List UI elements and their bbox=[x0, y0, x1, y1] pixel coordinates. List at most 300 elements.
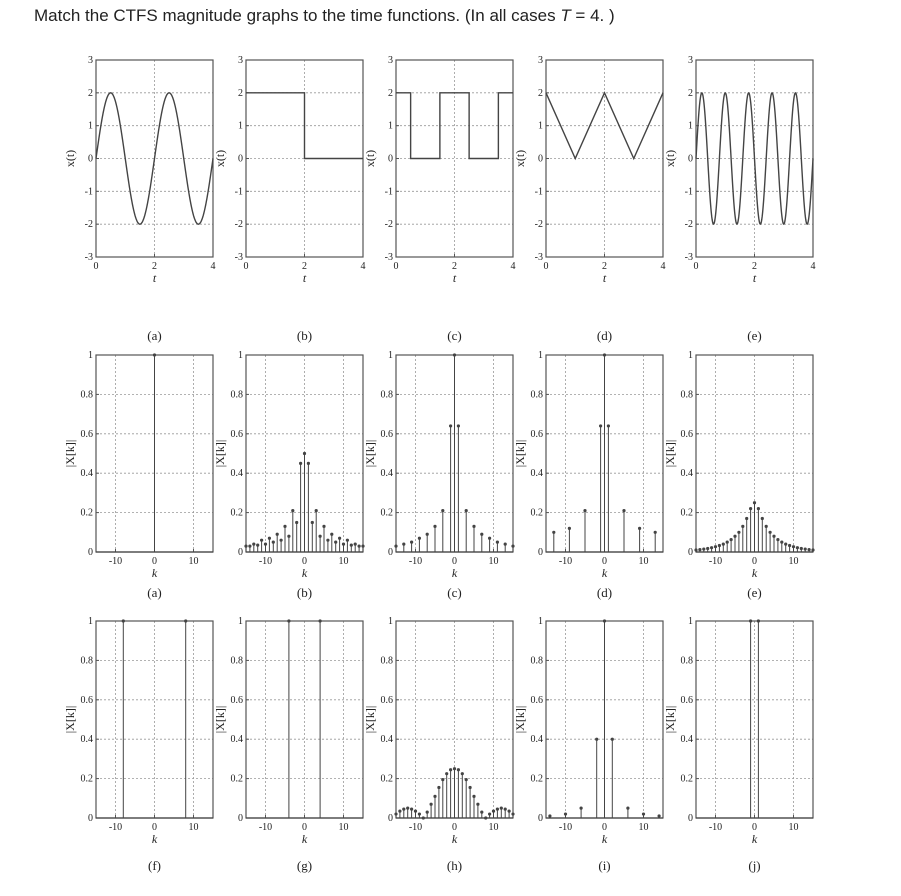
x-axis-label: t bbox=[602, 271, 607, 285]
stem-marker bbox=[488, 537, 491, 540]
panel-caption: (j) bbox=[748, 858, 761, 873]
y-tick-label: 0 bbox=[238, 547, 243, 558]
stem-marker bbox=[511, 812, 514, 815]
x-tick-label: 0 bbox=[602, 556, 607, 567]
y-tick-label: 0.8 bbox=[530, 655, 543, 667]
y-tick-label: -2 bbox=[234, 219, 243, 231]
stem-marker bbox=[437, 786, 440, 789]
y-tick-label: 2 bbox=[238, 87, 243, 99]
y-axis-label: |X[k]| bbox=[363, 705, 377, 734]
x-axis-label: t bbox=[452, 271, 457, 285]
x-axis-label: t bbox=[302, 271, 307, 285]
stem-marker bbox=[730, 538, 733, 541]
y-tick-label: 1 bbox=[388, 616, 393, 627]
x-tick-label: -10 bbox=[258, 556, 273, 567]
stem-marker bbox=[784, 543, 787, 546]
stem-marker bbox=[311, 521, 314, 524]
stem-marker bbox=[461, 772, 464, 775]
stem-marker bbox=[749, 507, 752, 510]
stem-marker bbox=[622, 509, 625, 512]
stem-marker bbox=[354, 543, 357, 546]
y-tick-label: 0.6 bbox=[380, 694, 393, 706]
stem-marker bbox=[410, 541, 413, 544]
chart-panel-2-4 bbox=[663, 616, 813, 873]
y-axis-label: x(t) bbox=[63, 149, 77, 168]
x-axis-label: k bbox=[151, 566, 158, 580]
chart-panel-1-4 bbox=[663, 350, 815, 600]
panel-caption: (a) bbox=[147, 328, 162, 343]
y-axis-label: x(t) bbox=[363, 149, 377, 168]
stem-marker bbox=[804, 547, 807, 550]
x-tick-label: 10 bbox=[338, 822, 349, 833]
stem-marker bbox=[465, 509, 468, 512]
stem-marker bbox=[811, 548, 814, 551]
panel-caption: (i) bbox=[598, 858, 611, 873]
stem-marker bbox=[472, 795, 475, 798]
stem-marker bbox=[322, 525, 325, 528]
y-tick-label: 0.2 bbox=[530, 507, 543, 519]
y-tick-label: 1 bbox=[688, 350, 693, 361]
chart-panel-1-2 bbox=[363, 350, 515, 600]
x-tick-label: 2 bbox=[152, 261, 157, 272]
stem-marker bbox=[441, 509, 444, 512]
stem-marker bbox=[658, 814, 661, 817]
stem-marker bbox=[398, 810, 401, 813]
chart-panel-2-2 bbox=[363, 616, 515, 873]
x-tick-label: 0 bbox=[302, 822, 307, 833]
y-tick-label: 0 bbox=[538, 547, 543, 558]
stem-marker bbox=[599, 424, 602, 427]
y-tick-label: 0 bbox=[88, 547, 93, 558]
y-tick-label: 0 bbox=[88, 813, 93, 824]
panel-caption: (c) bbox=[447, 328, 462, 343]
y-tick-label: 0.4 bbox=[380, 468, 393, 480]
stem-marker bbox=[449, 424, 452, 427]
stem-marker bbox=[741, 525, 744, 528]
x-tick-label: 2 bbox=[752, 261, 757, 272]
y-tick-label: -3 bbox=[684, 252, 693, 263]
panel-caption: (b) bbox=[296, 328, 313, 343]
stem-marker bbox=[638, 527, 641, 530]
y-tick-label: 1 bbox=[688, 616, 693, 627]
panel-caption: (f) bbox=[148, 858, 161, 873]
stem-marker bbox=[449, 768, 452, 771]
x-axis-label: k bbox=[451, 566, 458, 580]
stem-marker bbox=[757, 507, 760, 510]
chart-panel-0-1 bbox=[210, 55, 366, 343]
x-axis-label: k bbox=[451, 832, 458, 846]
y-tick-label: 1 bbox=[88, 120, 93, 132]
stem-marker bbox=[291, 509, 294, 512]
stem-marker bbox=[457, 768, 460, 771]
x-tick-label: 10 bbox=[638, 822, 649, 833]
y-tick-label: 0.8 bbox=[80, 655, 93, 667]
stem-marker bbox=[299, 462, 302, 465]
panel-caption: (a) bbox=[147, 585, 162, 600]
panel-caption: (d) bbox=[596, 328, 613, 343]
stem-marker bbox=[792, 545, 795, 548]
y-tick-label: 1 bbox=[538, 350, 543, 361]
y-tick-label: 2 bbox=[688, 87, 693, 99]
stem-marker bbox=[330, 533, 333, 536]
stem-marker bbox=[706, 547, 709, 550]
x-axis-label: k bbox=[751, 566, 758, 580]
stem-marker bbox=[694, 548, 697, 551]
y-tick-label: -1 bbox=[384, 186, 393, 198]
panel-caption: (g) bbox=[296, 858, 313, 873]
stem-marker bbox=[504, 808, 507, 811]
y-axis-label: |X[k]| bbox=[63, 439, 77, 468]
y-tick-label: 0 bbox=[88, 153, 93, 165]
stem-marker bbox=[272, 541, 275, 544]
stem-marker bbox=[418, 537, 421, 540]
stem-marker bbox=[765, 525, 768, 528]
x-tick-label: 0 bbox=[752, 556, 757, 567]
stem-marker bbox=[607, 424, 610, 427]
y-tick-label: 0.2 bbox=[380, 773, 393, 785]
stem-marker bbox=[394, 544, 397, 547]
y-tick-label: 0.8 bbox=[230, 655, 243, 667]
stem-marker bbox=[496, 808, 499, 811]
x-tick-label: 0 bbox=[93, 261, 99, 272]
y-tick-label: 0.8 bbox=[380, 655, 393, 667]
y-tick-label: 0.2 bbox=[680, 773, 693, 785]
chart-panel-0-3 bbox=[510, 55, 666, 343]
stem-marker bbox=[761, 517, 764, 520]
stem-marker bbox=[654, 531, 657, 534]
stem-marker bbox=[268, 537, 271, 540]
stem-marker bbox=[280, 539, 283, 542]
y-tick-label: 0.8 bbox=[680, 655, 693, 667]
y-tick-label: 0 bbox=[388, 153, 393, 165]
y-tick-label: 0.8 bbox=[230, 389, 243, 401]
stem-marker bbox=[642, 812, 645, 815]
y-tick-label: 0 bbox=[688, 547, 693, 558]
y-tick-label: -2 bbox=[684, 219, 693, 231]
stem-marker bbox=[342, 543, 345, 546]
stem-marker bbox=[580, 807, 583, 810]
stem-marker bbox=[319, 535, 322, 538]
stem-marker bbox=[465, 778, 468, 781]
stem-marker bbox=[256, 544, 259, 547]
x-tick-label: 10 bbox=[788, 822, 799, 833]
y-tick-label: -1 bbox=[234, 186, 243, 198]
y-tick-label: 2 bbox=[388, 87, 393, 99]
stem-marker bbox=[426, 810, 429, 813]
x-tick-label: 0 bbox=[452, 556, 457, 567]
stem-marker bbox=[418, 812, 421, 815]
stem-marker bbox=[583, 509, 586, 512]
chart-panel-0-2 bbox=[360, 55, 516, 343]
stem-marker bbox=[426, 533, 429, 536]
x-tick-label: 0 bbox=[452, 822, 457, 833]
y-tick-label: -1 bbox=[84, 186, 93, 198]
x-tick-label: 10 bbox=[338, 556, 349, 567]
stem-marker bbox=[749, 619, 752, 622]
stem-marker bbox=[287, 535, 290, 538]
stem-marker bbox=[469, 786, 472, 789]
y-tick-label: 1 bbox=[538, 120, 543, 132]
y-tick-label: 1 bbox=[538, 616, 543, 627]
y-tick-label: 0.4 bbox=[80, 468, 93, 480]
stem-marker bbox=[603, 353, 606, 356]
chart-panel-1-3 bbox=[513, 350, 663, 600]
x-axis-label: k bbox=[301, 832, 308, 846]
chart-panel-2-0 bbox=[63, 616, 213, 873]
y-tick-label: -3 bbox=[84, 252, 93, 263]
stem-marker bbox=[410, 808, 413, 811]
y-tick-label: 0.4 bbox=[80, 734, 93, 746]
y-tick-label: 0.4 bbox=[530, 468, 543, 480]
stem-marker bbox=[406, 807, 409, 810]
stem-marker bbox=[445, 772, 448, 775]
y-tick-label: 0 bbox=[238, 153, 243, 165]
panel-caption: (d) bbox=[596, 585, 613, 600]
y-tick-label: 0 bbox=[388, 813, 393, 824]
stem-marker bbox=[338, 537, 341, 540]
stem-marker bbox=[457, 424, 460, 427]
y-axis-label: x(t) bbox=[513, 149, 527, 168]
y-tick-label: 0.6 bbox=[80, 694, 93, 706]
y-tick-label: -1 bbox=[534, 186, 543, 198]
panel-caption: (h) bbox=[446, 858, 463, 873]
stem-marker bbox=[722, 543, 725, 546]
stem-marker bbox=[564, 812, 567, 815]
stem-marker bbox=[548, 814, 551, 817]
stem-marker bbox=[496, 541, 499, 544]
stem-marker bbox=[307, 462, 310, 465]
y-axis-label: x(t) bbox=[213, 149, 227, 168]
stem-marker bbox=[248, 544, 251, 547]
stem-marker bbox=[492, 810, 495, 813]
stem-marker bbox=[611, 738, 614, 741]
stem-marker bbox=[184, 619, 187, 622]
y-tick-label: 0.4 bbox=[530, 734, 543, 746]
y-tick-label: -3 bbox=[384, 252, 393, 263]
y-tick-label: -2 bbox=[84, 219, 93, 231]
stem-marker bbox=[504, 543, 507, 546]
x-tick-label: 4 bbox=[660, 261, 666, 272]
panel-caption: (b) bbox=[296, 585, 313, 600]
y-tick-label: 0 bbox=[688, 153, 693, 165]
stem-marker bbox=[508, 810, 511, 813]
stem-marker bbox=[122, 619, 125, 622]
y-tick-label: 1 bbox=[238, 616, 243, 627]
y-tick-label: 0.6 bbox=[680, 694, 693, 706]
y-tick-label: 0.2 bbox=[530, 773, 543, 785]
x-tick-label: 10 bbox=[188, 822, 199, 833]
x-axis-label: k bbox=[301, 566, 308, 580]
y-axis-label: x(t) bbox=[663, 149, 677, 168]
x-tick-label: 0 bbox=[602, 822, 607, 833]
stem-marker bbox=[603, 619, 606, 622]
y-axis-label: |X[k]| bbox=[363, 439, 377, 468]
stem-marker bbox=[453, 767, 456, 770]
stem-marker bbox=[568, 527, 571, 530]
y-axis-label: |X[k]| bbox=[513, 705, 527, 734]
stem-marker bbox=[476, 803, 479, 806]
y-axis-label: |X[k]| bbox=[213, 439, 227, 468]
y-tick-label: 0.6 bbox=[680, 428, 693, 440]
y-tick-label: -3 bbox=[234, 252, 243, 263]
stem-marker bbox=[394, 812, 397, 815]
y-tick-label: 0.4 bbox=[680, 734, 693, 746]
y-axis-label: |X[k]| bbox=[213, 705, 227, 734]
stem-marker bbox=[500, 807, 503, 810]
x-tick-label: 0 bbox=[302, 556, 307, 567]
question-prefix: Match the CTFS magnitude graphs to the time functions. (In all cases bbox=[34, 6, 561, 25]
y-tick-label: 0 bbox=[538, 813, 543, 824]
y-tick-label: 1 bbox=[88, 616, 93, 627]
stem-marker bbox=[796, 546, 799, 549]
y-tick-label: -1 bbox=[684, 186, 693, 198]
x-tick-label: -10 bbox=[708, 822, 723, 833]
y-tick-label: 0.2 bbox=[230, 507, 243, 519]
panel-caption: (c) bbox=[447, 585, 462, 600]
y-tick-label: 0.6 bbox=[530, 428, 543, 440]
stem-marker bbox=[753, 501, 756, 504]
stem-marker bbox=[702, 547, 705, 550]
stem-marker bbox=[472, 525, 475, 528]
x-axis-label: t bbox=[152, 271, 157, 285]
y-tick-label: 0.8 bbox=[380, 389, 393, 401]
stem-marker bbox=[315, 509, 318, 512]
y-tick-label: -2 bbox=[384, 219, 393, 231]
stem-marker bbox=[430, 803, 433, 806]
x-tick-label: 4 bbox=[210, 261, 216, 272]
x-tick-label: 2 bbox=[452, 261, 457, 272]
stem-marker bbox=[319, 619, 322, 622]
x-tick-label: -10 bbox=[408, 556, 423, 567]
y-tick-label: 1 bbox=[388, 120, 393, 132]
y-tick-label: 1 bbox=[238, 120, 243, 132]
y-axis-label: |X[k]| bbox=[663, 439, 677, 468]
y-tick-label: 2 bbox=[538, 87, 543, 99]
chart-panel-1-0 bbox=[63, 350, 213, 600]
stem-marker bbox=[361, 544, 364, 547]
y-tick-label: 3 bbox=[538, 55, 543, 66]
stem-marker bbox=[153, 353, 156, 356]
stem-marker bbox=[780, 541, 783, 544]
stem-marker bbox=[326, 539, 329, 542]
stem-marker bbox=[283, 525, 286, 528]
stem-marker bbox=[350, 544, 353, 547]
stem-marker bbox=[772, 535, 775, 538]
stem-marker bbox=[718, 544, 721, 547]
y-tick-label: 0.6 bbox=[380, 428, 393, 440]
y-tick-label: 0 bbox=[238, 813, 243, 824]
stem-marker bbox=[595, 738, 598, 741]
stem-marker bbox=[334, 541, 337, 544]
x-tick-label: 4 bbox=[360, 261, 366, 272]
stem-marker bbox=[698, 548, 701, 551]
x-axis-label: k bbox=[151, 832, 158, 846]
panel-caption: (e) bbox=[747, 328, 762, 343]
x-tick-label: -10 bbox=[408, 822, 423, 833]
y-axis-label: |X[k]| bbox=[63, 705, 77, 734]
y-tick-label: 0.2 bbox=[680, 507, 693, 519]
x-tick-label: 0 bbox=[152, 822, 157, 833]
x-tick-label: 10 bbox=[188, 556, 199, 567]
y-tick-label: 0.2 bbox=[80, 773, 93, 785]
y-tick-label: 1 bbox=[688, 120, 693, 132]
stem-marker bbox=[264, 543, 267, 546]
y-tick-label: 3 bbox=[238, 55, 243, 66]
panel-caption: (e) bbox=[747, 585, 762, 600]
stem-marker bbox=[769, 531, 772, 534]
y-tick-label: 0.6 bbox=[230, 694, 243, 706]
x-tick-label: -10 bbox=[558, 556, 573, 567]
x-tick-label: -10 bbox=[258, 822, 273, 833]
y-tick-label: 1 bbox=[238, 350, 243, 361]
stem-marker bbox=[726, 541, 729, 544]
x-tick-label: 0 bbox=[693, 261, 699, 272]
x-tick-label: 0 bbox=[543, 261, 549, 272]
y-tick-label: 3 bbox=[688, 55, 693, 66]
y-tick-label: -3 bbox=[534, 252, 543, 263]
y-axis-label: |X[k]| bbox=[663, 705, 677, 734]
y-tick-label: 0 bbox=[388, 547, 393, 558]
stem-marker bbox=[480, 533, 483, 536]
x-tick-label: -10 bbox=[108, 556, 123, 567]
y-axis-label: |X[k]| bbox=[513, 439, 527, 468]
x-axis-label: k bbox=[601, 566, 608, 580]
stem-marker bbox=[433, 525, 436, 528]
y-tick-label: 0.6 bbox=[80, 428, 93, 440]
y-tick-label: 0.2 bbox=[230, 773, 243, 785]
x-tick-label: 0 bbox=[152, 556, 157, 567]
y-tick-label: 0.8 bbox=[80, 389, 93, 401]
stem-marker bbox=[757, 619, 760, 622]
stem-marker bbox=[488, 812, 491, 815]
x-tick-label: 10 bbox=[788, 556, 799, 567]
y-tick-label: -2 bbox=[534, 219, 543, 231]
x-tick-label: 2 bbox=[602, 261, 607, 272]
x-axis-label: t bbox=[752, 271, 757, 285]
x-axis-label: k bbox=[601, 832, 608, 846]
x-tick-label: 10 bbox=[488, 822, 499, 833]
x-tick-label: 10 bbox=[488, 556, 499, 567]
x-tick-label: -10 bbox=[108, 822, 123, 833]
x-tick-label: 10 bbox=[638, 556, 649, 567]
stem-marker bbox=[287, 619, 290, 622]
chart-panel-1-1 bbox=[213, 350, 365, 600]
chart-panel-0-0 bbox=[63, 55, 216, 343]
question-var: T bbox=[560, 6, 571, 25]
stem-marker bbox=[252, 543, 255, 546]
chart-panel-2-3 bbox=[513, 616, 663, 873]
stem-marker bbox=[433, 795, 436, 798]
stem-marker bbox=[414, 810, 417, 813]
stem-marker bbox=[480, 810, 483, 813]
stem-marker bbox=[626, 807, 629, 810]
y-tick-label: 0.4 bbox=[680, 468, 693, 480]
stem-marker bbox=[276, 533, 279, 536]
question-suffix: = 4. ) bbox=[570, 6, 615, 25]
y-tick-label: 0.6 bbox=[230, 428, 243, 440]
chart-panel-2-1 bbox=[213, 616, 363, 873]
stem-marker bbox=[737, 531, 740, 534]
y-tick-label: 3 bbox=[88, 55, 93, 66]
stem-marker bbox=[303, 452, 306, 455]
x-tick-label: 0 bbox=[393, 261, 399, 272]
y-tick-label: 0 bbox=[688, 813, 693, 824]
x-tick-label: 0 bbox=[243, 261, 249, 272]
x-tick-label: 4 bbox=[510, 261, 516, 272]
stem-marker bbox=[441, 778, 444, 781]
y-tick-label: 0.2 bbox=[80, 507, 93, 519]
y-tick-label: 0.2 bbox=[380, 507, 393, 519]
